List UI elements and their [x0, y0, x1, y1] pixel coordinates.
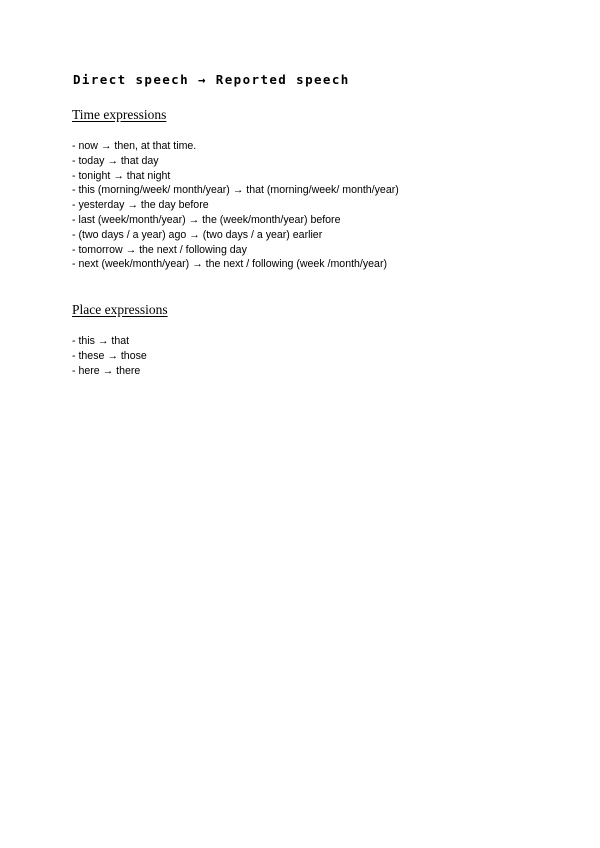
time-expressions-list [72, 139, 399, 272]
list-item: - tonight → that night [72, 169, 171, 182]
section-heading-place-expressions: Place expressions [72, 302, 168, 317]
list-item: - now → then, at that time. [72, 140, 197, 152]
list-item: - this → that [72, 335, 130, 347]
place-expressions-list [72, 334, 147, 378]
list-item: - tomorrow → the next / following day [72, 243, 247, 256]
document-title: Direct speech → Reported speech [73, 72, 350, 87]
list-item: - yesterday → the day before [72, 199, 209, 212]
list-item: - last (week/month/year) → the (week/month/year) before [72, 213, 341, 226]
list-item: - next (week/month/year) → the next / following (week /month/year) [72, 258, 387, 271]
list-item: - (two days / a year) ago → (two days / a year) earlier [72, 228, 323, 241]
list-item: - here → there [72, 364, 141, 377]
list-item: - these → those [72, 349, 147, 362]
list-item: - this (morning/week/ month/year) → that (morning/week/ month/year) [72, 184, 399, 197]
list-item: - today → that day [72, 154, 159, 167]
section-heading-time-expressions: Time expressions [72, 107, 167, 122]
